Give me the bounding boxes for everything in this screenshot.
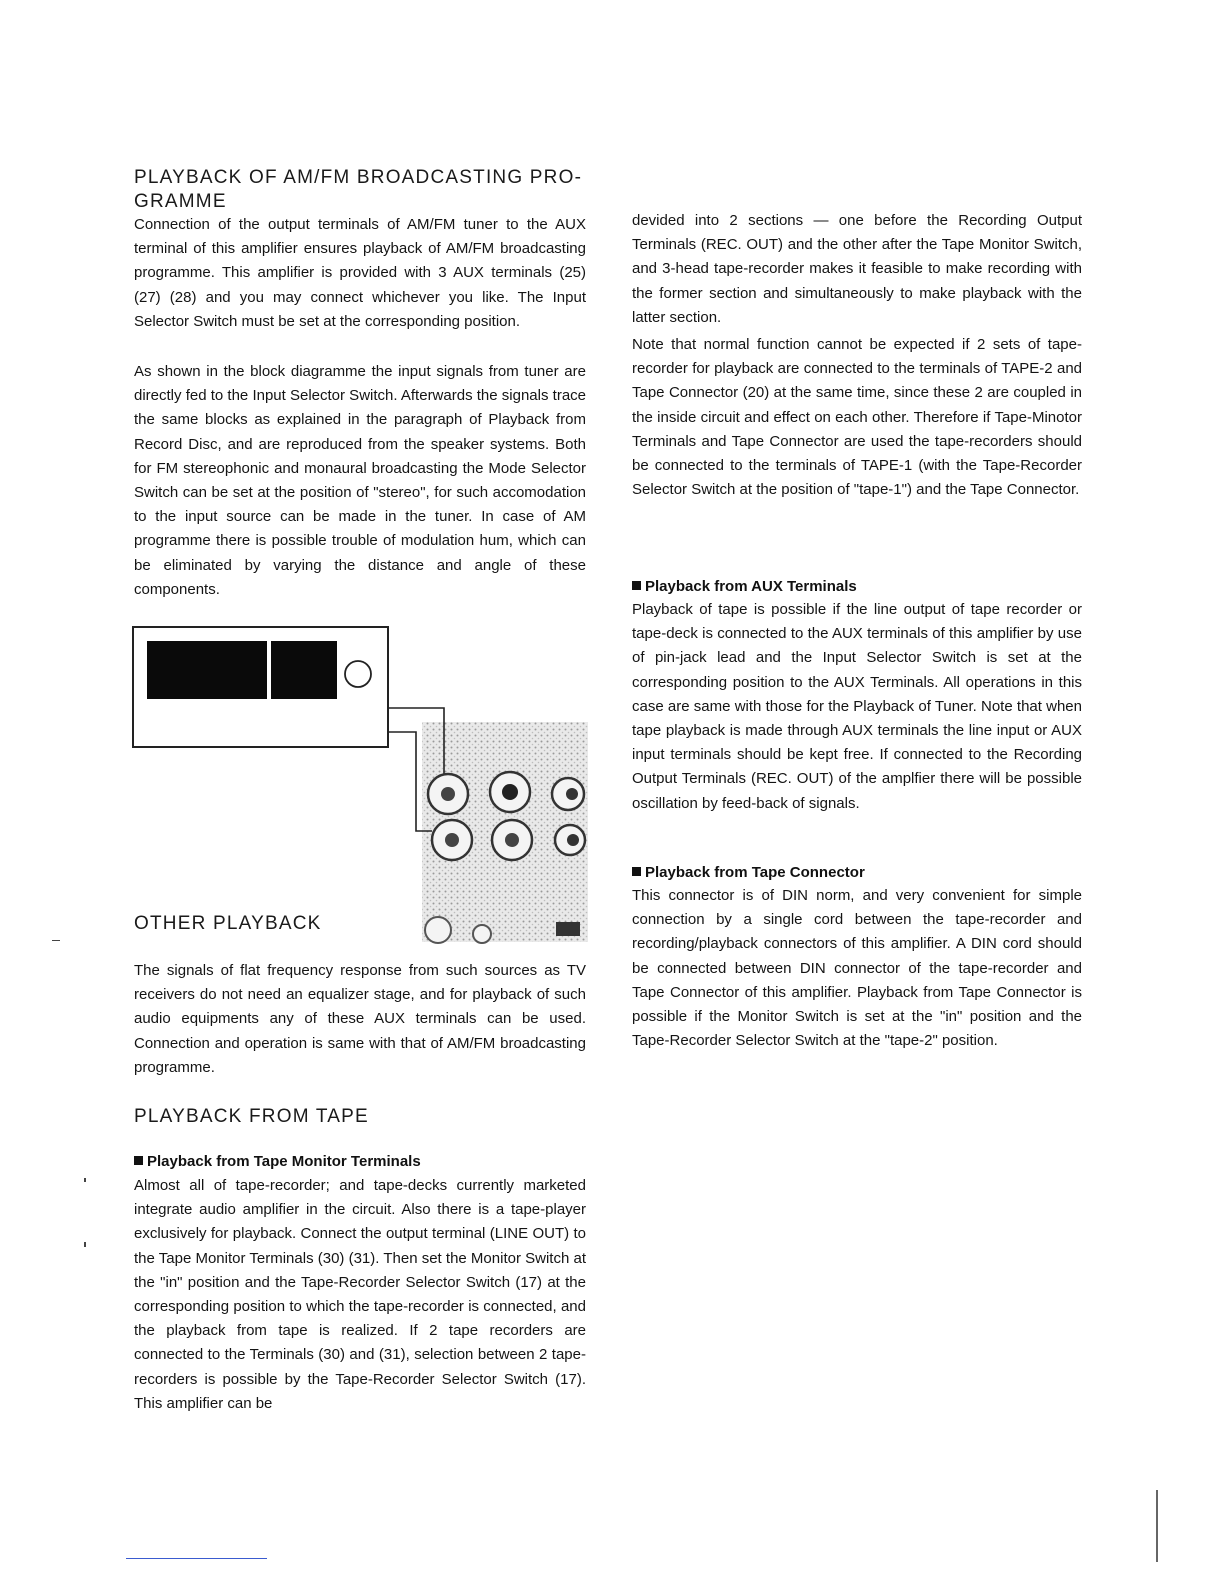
jack-terminal-icon — [490, 772, 530, 812]
aux-terminals-paragraph: Playback of tape is possible if the line output of tape recorder or tape-deck is connected to the AUX terminals of this amplifier by use of pin-jack lead and the Input Selector Switch is set at the corresponding position to the AUX Terminals. All operations in this case are same with those for the Playback of Tuner. Note that when tape playback is made through AUX terminals the line input or AUX input terminals should be kept free. If connected to the Recording Output Terminals (REC. OUT) of the amplfier there will be possible oscillation by feed-back of signals. — [632, 601, 1082, 812]
tape-connector-subhead: Playback from Tape Connector — [632, 862, 1082, 884]
bullet-icon — [632, 867, 641, 876]
other-playback-heading: OTHER PLAYBACK — [134, 913, 322, 934]
tuner-display-right — [271, 641, 337, 699]
aux-terminals-subhead: Playback from AUX Terminals — [632, 576, 1082, 598]
scan-mark — [84, 1242, 86, 1247]
tape-monitor-subhead: Playback from Tape Monitor Terminals — [134, 1151, 586, 1173]
jack-terminal-icon — [492, 820, 532, 860]
jack-terminal-icon — [432, 820, 472, 860]
other-playback-paragraph: The signals of flat frequency response from such sources as TV receivers do not need an equalizer stage, and for playback of such audio equipments any of these AUX terminals can be used. Connection and operation is same with that of AM/FM broadcasting programme. — [134, 962, 586, 1076]
bullet-icon — [632, 581, 641, 590]
tape-sections-paragraph: devided into 2 sections — one before the Recording Output Terminals (REC. OUT) and the other after the Tape Monitor Switch, and 3-head tape-recorder makes it feasible to make recording with the former section and simultaneously to make playback with the latter section. — [632, 212, 1082, 326]
am-fm-paragraph-1: Connection of the output terminals of AM/FM tuner to the AUX terminal of this amplifier ensures playback of AM/FM broadcasting programme. This amplifier is provided with 3 AUX terminals (25) (27) (28) and you may connect whichever you like. The Input Selector Switch must be set at the corresponding position. — [134, 216, 586, 330]
tape-note-paragraph: Note that normal function cannot be expected if 2 sets of tape-recorder for playback are connected to the terminals of TAPE-2 and Tape Connector (20) at the same time, since these 2 are coupled in the inside circuit and effect on each other. Therefore if Tape-Minotor Terminals and Tape Connector are used the tape-recorders should be connected to the terminals of TAPE-1 (with the Tape-Recorder Selector Switch at the position of "tape-1") and the Tape Connector. — [632, 336, 1082, 499]
scan-mark — [52, 940, 60, 941]
tape-monitor-paragraph: Almost all of tape-recorder; and tape-decks currently marketed integrate audio amplifier in the circuit. Also there is a tape-player exclusively for playback. Connect the output terminal (LINE OUT) to the Tape Monitor Terminals (30) (31). Then set the Monitor Switch at the "in" position and the Tape-Recorder Selector Switch (17) at the corresponding position to which the tape-recorder is connected, and the playback from tape is realized. If 2 tape recorders are connected to the Terminals (30) and (31), selection between 2 tape-recorders is possible by the Tape-Recorder Selector Switch (17). This amplifier can be — [134, 1177, 586, 1412]
jack-terminal-icon — [552, 778, 584, 810]
tuner-connection-figure — [132, 626, 592, 946]
tape-playback-heading: PLAYBACK FROM TAPE — [134, 1106, 369, 1127]
footnote-rule — [126, 1558, 267, 1559]
am-fm-paragraph-2: As shown in the block diagramme the input signals from tuner are directly fed to the Input Selector Switch. Afterwards the signals trace the same blocks as explained in the paragraph of Playback from Record Disc, and are reproduced from the speaker systems. Both for FM stereophonic and monaural broadcasting the Mode Selector Switch can be set at the position of "stereo", for such accomodation to the input source can be made in the tuner. In case of AM programme there is possible trouble of modulation hum, which can be eliminated by varying the distance and angle of these components. — [134, 363, 586, 598]
jack-terminal-icon — [428, 774, 468, 814]
bullet-icon — [134, 1156, 143, 1165]
tape-connector-paragraph: This connector is of DIN norm, and very convenient for simple connection by a single cord between the tape-recorder and recording/playback connectors of this amplifier. A DIN cord should be connected between DIN connector of the tape-recorder and Tape Connector of this amplifier. Playback from Tape Connector is possible if the Monitor Switch is set at the "in" position and the Tape-Recorder Selector Switch at the "tape-2" position. — [632, 887, 1082, 1050]
tuner-display-left — [147, 641, 267, 699]
jack-terminal-icon — [555, 825, 585, 855]
tuner-knob-icon — [345, 661, 371, 687]
scan-edge-line — [1156, 1490, 1158, 1562]
scan-mark — [84, 1178, 86, 1182]
am-fm-heading: PLAYBACK OF AM/FM BROADCASTING PRO-GRAMME — [134, 167, 583, 212]
